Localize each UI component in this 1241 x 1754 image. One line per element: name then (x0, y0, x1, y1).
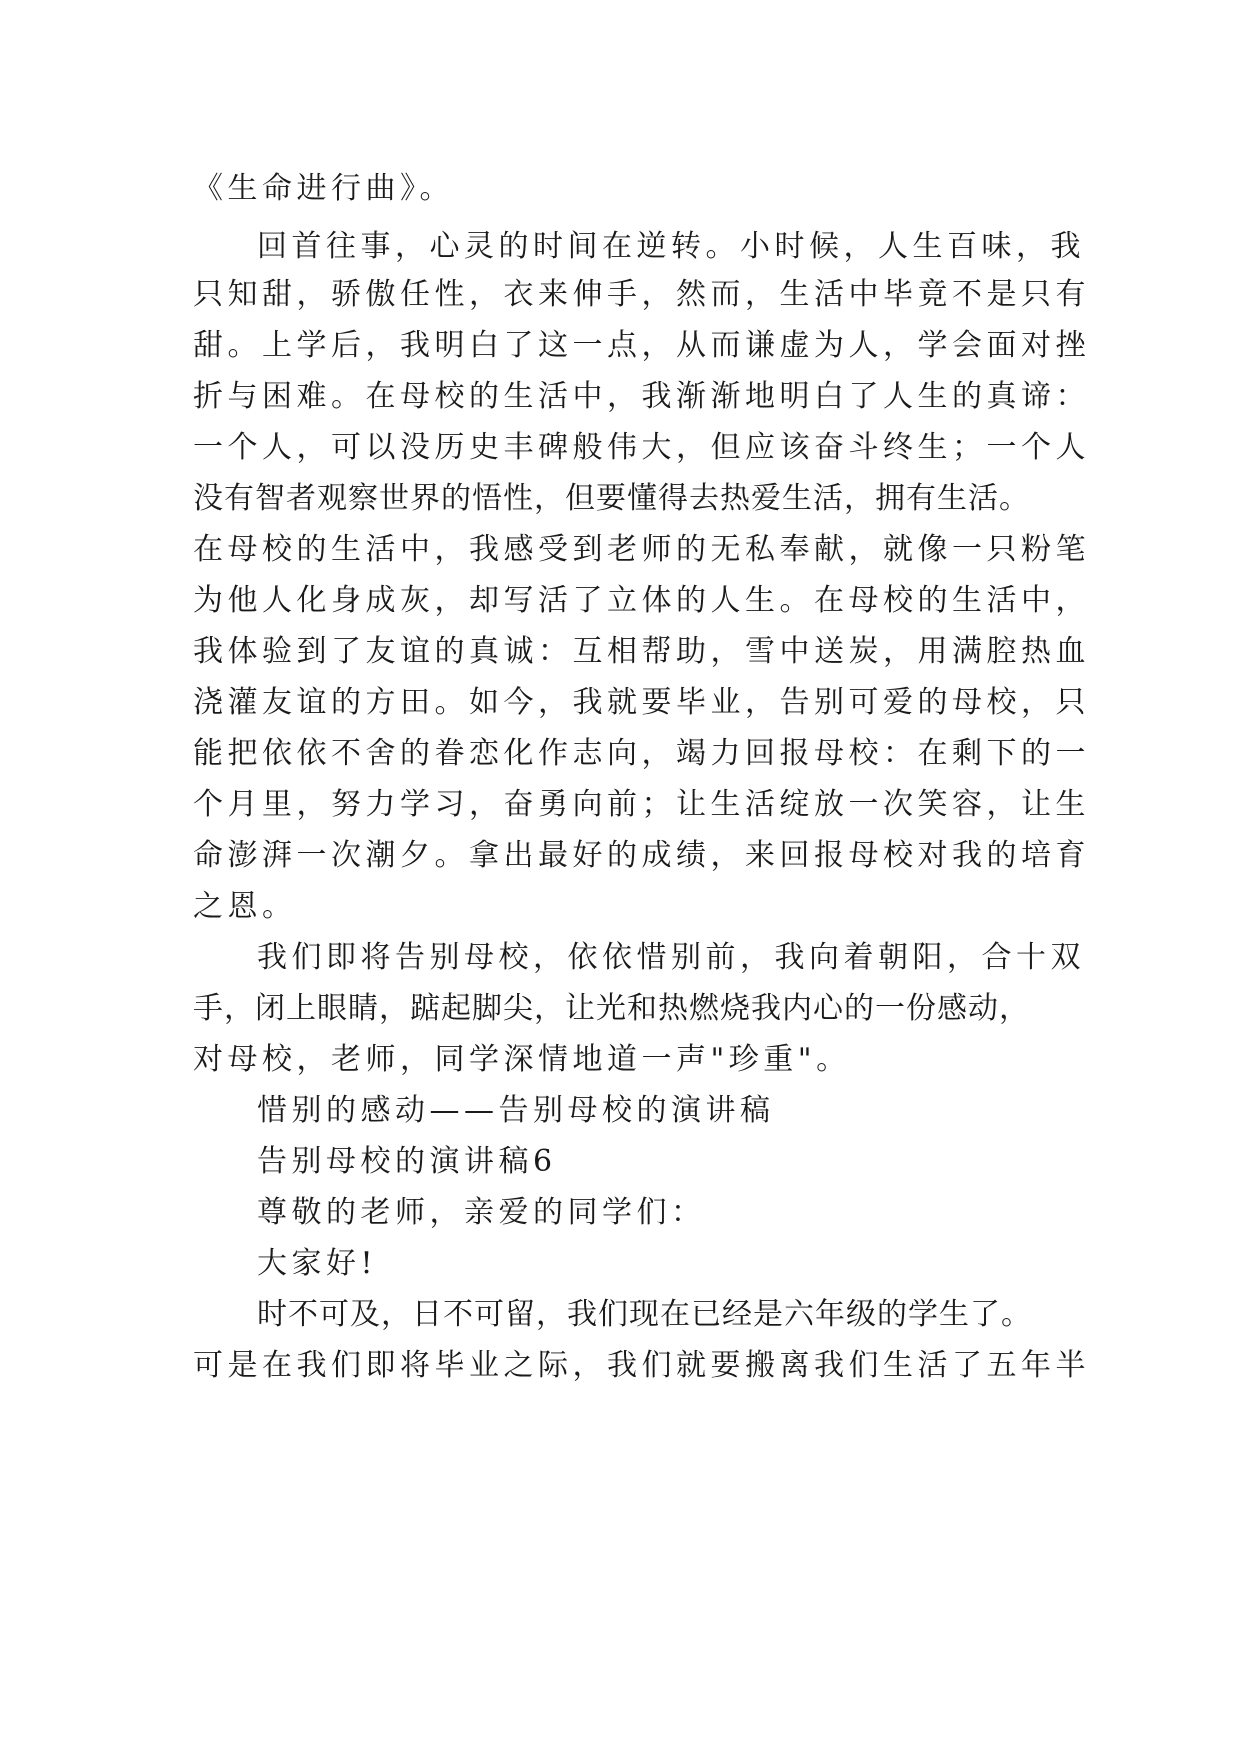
text-line: 为他人化身成灰，却写活了立体的人生。在母校的生活中， (193, 583, 1090, 618)
text-line: 浇灌友谊的方田。如今，我就要毕业，告别可爱的母校，只 (193, 685, 1090, 720)
text-line: 能把依依不舍的眷恋化作志向，竭力回报母校：在剩下的一 (193, 736, 1090, 771)
text-line: 在母校的生活中，我感受到老师的无私奉献，就像一只粉笔 (193, 532, 1090, 567)
text-line: 之恩。 (193, 889, 297, 924)
text-line: 甜。上学后，我明白了这一点，从而谦虚为人，学会面对挫 (193, 328, 1090, 363)
paragraph-start: 回首往事，心灵的时间在逆转。小时候，人生百味，我 (257, 229, 1085, 264)
text-line: 手，闭上眼睛，踮起脚尖，让光和热燃烧我内心的一份感动， (193, 991, 1030, 1026)
paragraph-start: 我们即将告别母校，依依惜别前，我向着朝阳，合十双 (257, 940, 1085, 975)
section-heading: 告别母校的演讲稿6 (257, 1144, 557, 1179)
text-line: 个月里，努力学习，奋勇向前；让生活绽放一次笑容，让生 (193, 787, 1090, 822)
text-line: 折与困难。在母校的生活中，我渐渐地明白了人生的真谛： (193, 379, 1090, 414)
text-line: 我体验到了友谊的真诚：互相帮助，雪中送炭，用满腔热血 (193, 634, 1090, 669)
text-line: 命澎湃一次潮夕。拿出最好的成绩，来回报母校对我的培育 (193, 838, 1090, 873)
text-line: 对母校，老师，同学深情地道一声"珍重"。 (193, 1042, 851, 1077)
text-line: 只知甜，骄傲任性，衣来伸手，然而，生活中毕竟不是只有 (193, 277, 1090, 312)
salutation: 尊敬的老师，亲爱的同学们： (257, 1195, 706, 1230)
text-line: 没有智者观察世界的悟性，但要懂得去热爱生活，拥有生活。 (193, 481, 1030, 516)
section-title: 惜别的感动——告别母校的演讲稿 (257, 1093, 775, 1128)
greeting: 大家好! (257, 1246, 378, 1281)
text-line: 可是在我们即将毕业之际，我们就要搬离我们生活了五年半 (193, 1348, 1090, 1383)
text-line: 一个人，可以没历史丰碑般伟大，但应该奋斗终生；一个人 (193, 430, 1090, 465)
paragraph-start: 时不可及，日不可留，我们现在已经是六年级的学生了。 (257, 1297, 1032, 1332)
text-line: 《生命进行曲》。 (193, 171, 454, 206)
